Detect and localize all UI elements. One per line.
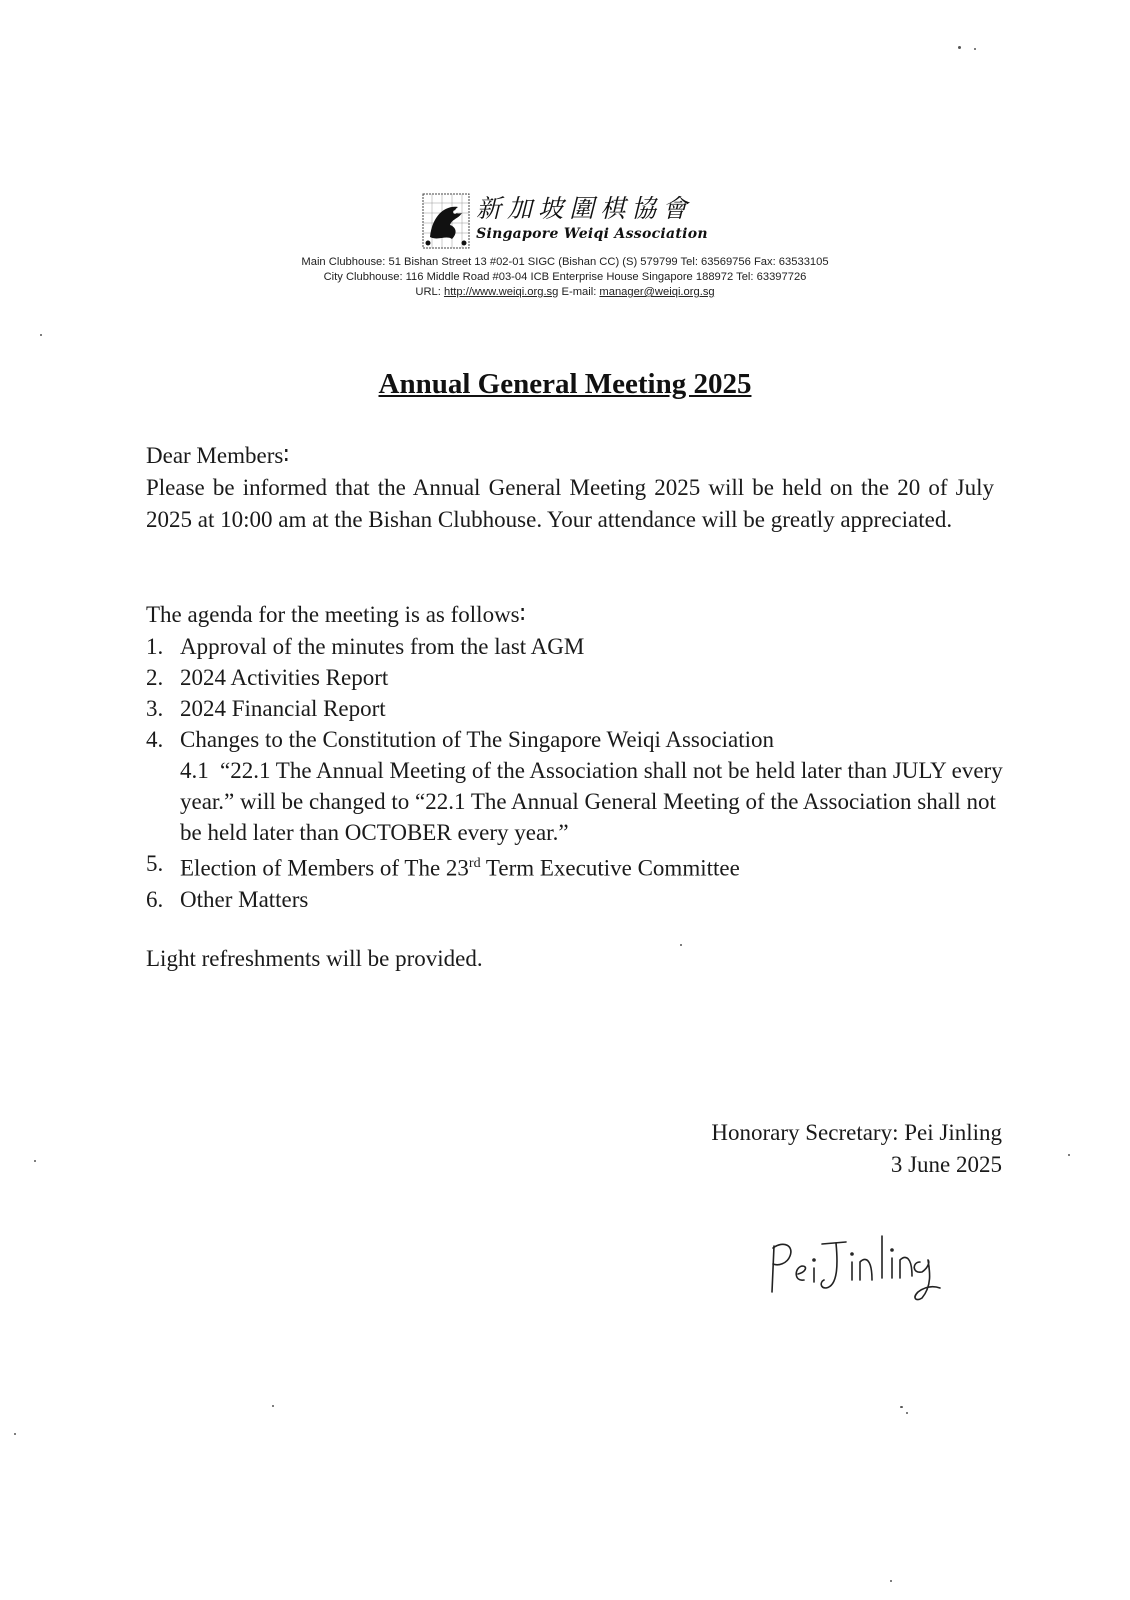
document-title: Annual General Meeting 2025 <box>378 368 752 400</box>
agenda-item-number: 6. <box>146 886 164 912</box>
agenda-item <box>146 693 1006 724</box>
web-contact-line <box>0 285 1130 300</box>
agenda-item-text: Other Matters <box>180 886 309 912</box>
agenda-subitem <box>180 755 1006 848</box>
agenda-item <box>146 884 1006 915</box>
agenda-item-number: 4. <box>146 727 164 752</box>
agenda-item-text: 2024 Activities Report <box>180 665 389 690</box>
scan-speck <box>14 1433 16 1435</box>
contact-block <box>0 255 1130 300</box>
agenda-item <box>146 631 1006 662</box>
agenda-item-number: 1. <box>146 634 164 659</box>
scan-speck <box>958 46 961 49</box>
agenda-item-number: 5. <box>146 851 164 876</box>
agenda-item-number: 2. <box>146 665 164 690</box>
agenda-subitem-text: “22.1 The Annual Meeting of the Association shall not be held later than JULY every year.” will be changed to “22.1 The Annual General Meeting of the Association shall not be held later than OCTOBER every year.” <box>180 758 1003 845</box>
city-clubhouse-line: City Clubhouse: 116 Middle Road #03-04 ICB Enterprise House Singapore 188972 Tel: 63397726 <box>323 271 807 283</box>
agenda-item-text: 2024 Financial Report <box>180 696 386 721</box>
main-clubhouse-line: Main Clubhouse: 51 Bishan Street 13 #02-01 SIGC (Bishan CC) (S) 579799 Tel: 63569756 Fax: 63533105 <box>301 256 829 268</box>
scan-speck <box>900 1406 903 1408</box>
handwritten-signature <box>760 1228 970 1308</box>
url-label: URL: <box>415 286 441 298</box>
email-link[interactable]: manager@weiqi.org.sg <box>599 286 715 298</box>
scan-speck <box>272 1405 274 1407</box>
letterhead <box>0 193 1130 300</box>
meeting-announcement: Please be informed that the Annual General Meeting 2025 will be held on the 20 of July 2025 at 10:00 am at the Bishan Clubhouse. Your attendance will be greatly appreciated. <box>146 475 994 532</box>
agenda-intro: The agenda for the meeting is as follows∶ <box>146 602 526 627</box>
agenda-item-text-before: Election of Members of The 23 <box>180 855 469 881</box>
agenda-item <box>146 724 1006 848</box>
greeting: Dear Members∶ <box>146 443 290 468</box>
website-link[interactable]: http://www.weiqi.org.sg <box>443 286 559 298</box>
agenda-subitem-number: 4.1 <box>180 758 209 783</box>
refreshments-note: Light refreshments will be provided. <box>146 946 483 971</box>
agenda-item-text-after: Term Executive Committee <box>480 855 740 881</box>
email-label: E-mail: <box>561 286 597 298</box>
agenda-item-number: 3. <box>146 696 164 721</box>
ordinal-superscript: rd <box>468 856 481 871</box>
agenda-list <box>146 631 1006 915</box>
letter-date: 3 June 2025 <box>890 1152 1002 1177</box>
logo <box>0 193 1130 255</box>
scan-speck <box>1068 1154 1070 1156</box>
scan-speck <box>680 944 682 946</box>
agenda-item <box>146 662 1006 693</box>
agenda-item-text: Approval of the minutes from the last AGM <box>180 634 585 659</box>
secretary-line: Honorary Secretary: Pei Jinling <box>711 1120 1002 1145</box>
agenda-item <box>146 848 1006 884</box>
association-chinese-name: 新加坡圍棋協會 <box>476 194 694 223</box>
dragon-logo-icon <box>422 193 470 249</box>
association-english-name: Singapore Weiqi Association <box>476 226 708 242</box>
agenda-item-text: Changes to the Constitution of The Singapore Weiqi Association <box>180 727 774 752</box>
scan-speck <box>34 1160 36 1162</box>
scan-speck <box>890 1580 892 1582</box>
scan-speck <box>906 1412 908 1414</box>
scan-speck <box>974 48 976 50</box>
scan-speck <box>40 334 42 336</box>
signoff-block <box>711 1117 1002 1181</box>
